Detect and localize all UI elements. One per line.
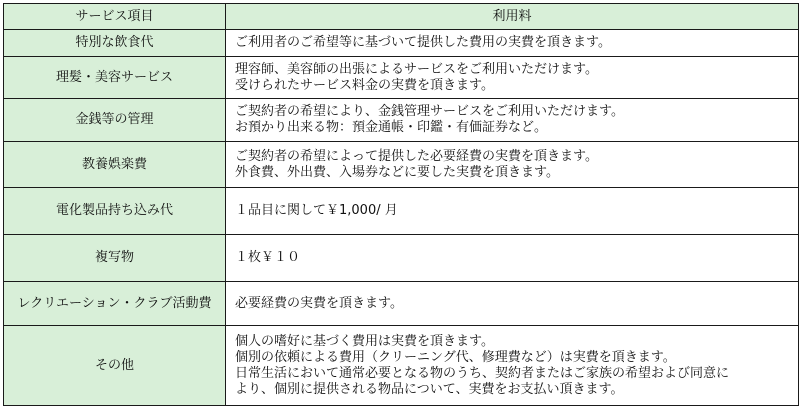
- fee-text-line: 個人の嗜好に基づく費用は実費を頂きます。: [235, 333, 494, 349]
- fee-text-line: 必要経費の実費を頂きます。: [235, 295, 403, 311]
- row-fee-other: [226, 326, 799, 406]
- row-item-club-activity: レクリエーション・クラブ活動費: [4, 282, 226, 326]
- fee-text-line: 受けられたサービス料金の実費を頂きます。: [235, 77, 494, 93]
- table-row: [4, 57, 799, 99]
- fee-table: [3, 3, 799, 406]
- fee-text-line: 日常生活において通常必要となる物のうち、契約者またはご家族の希望および同意に: [235, 365, 730, 381]
- table-header-row: [4, 4, 799, 30]
- row-item-barber-beauty: 理髪・美容サービス: [4, 57, 226, 99]
- row-fee-copies: [226, 235, 799, 282]
- row-fee-recreation-culture: [226, 142, 799, 188]
- row-item-copies: 複写物: [4, 235, 226, 282]
- fee-text-line: ご利用者のご希望等に基づいて提供した費用の実費を頂きます。: [235, 35, 611, 50]
- row-item-other: その他: [4, 326, 226, 406]
- fee-text-line: お預かり出来る物：預金通帳・印鑑・有価証券など。: [235, 120, 548, 135]
- row-item-special-meals: 特別な飲食代: [4, 30, 226, 57]
- row-item-appliance-fee: 電化製品持ち込み代: [4, 188, 226, 235]
- row-fee-appliance-fee: [226, 188, 799, 235]
- fee-text-line: １品目に関して￥1,000/ 月: [235, 203, 398, 218]
- row-fee-special-meals: [226, 30, 799, 57]
- row-fee-club-activity: [226, 282, 799, 326]
- table-row: [4, 282, 799, 326]
- fee-text-line: ご契約者の希望によって提供した必要経費の実費を頂きます。: [235, 148, 598, 164]
- fee-text-line: より、個別に提供される物品について、実費をお支払い頂きます。: [235, 381, 624, 397]
- fee-text-line: １枚￥１０: [235, 250, 301, 265]
- row-item-recreation-culture: 教養娯楽費: [4, 142, 226, 188]
- fee-text-line: 外食費、外出費、入場券などに要した実費を頂きます。: [235, 164, 559, 180]
- fee-text-line: ご契約者の希望により、金銭管理サービスをご利用いただけます。: [235, 104, 624, 119]
- table-row: [4, 235, 799, 282]
- row-fee-barber-beauty: [226, 57, 799, 99]
- row-item-money-management: 金銭等の管理: [4, 99, 226, 142]
- table-row: [4, 30, 799, 57]
- table-row: [4, 188, 799, 235]
- header-fee: 利用料: [226, 4, 799, 30]
- header-service-item: サービス項目: [4, 4, 226, 30]
- fee-text-line: 理容師、美容師の出張によるサービスをご利用いただけます。: [235, 61, 598, 77]
- table-row: [4, 326, 799, 406]
- table-row: [4, 99, 799, 142]
- fee-text-line: 個別の依頼による費用（クリーニング代、修理費など）は実費を頂きます。: [235, 349, 676, 365]
- table-row: [4, 142, 799, 188]
- row-fee-money-management: [226, 99, 799, 142]
